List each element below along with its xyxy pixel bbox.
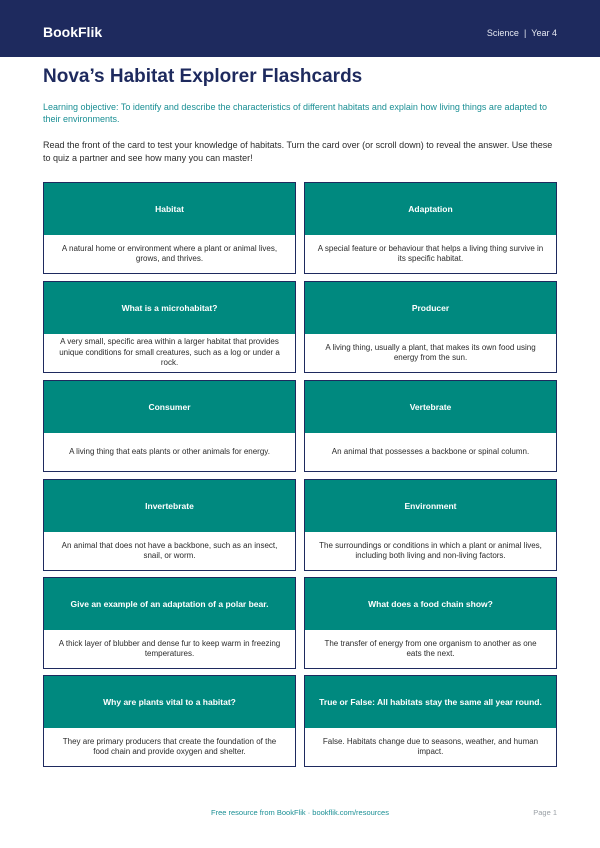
flashcard[interactable] bbox=[304, 479, 557, 571]
flashcard[interactable] bbox=[304, 182, 557, 274]
learning-objective: Learning objective: To identify and describe the characteristics of different habitats and explain how living things are adapted to their environments. bbox=[43, 102, 547, 124]
year-label: Year 4 bbox=[531, 28, 557, 38]
card-back bbox=[305, 532, 556, 570]
card-question: Why are plants vital to a habitat? bbox=[103, 696, 236, 707]
brand-logo[interactable]: BookFlik bbox=[43, 24, 103, 40]
card-back bbox=[44, 433, 295, 471]
card-back bbox=[44, 532, 295, 570]
subject-year bbox=[487, 27, 557, 39]
card-back bbox=[305, 630, 556, 668]
page-title: Nova’s Habitat Explorer Flashcards bbox=[43, 66, 363, 87]
card-back bbox=[305, 235, 556, 273]
flashcard[interactable] bbox=[304, 380, 557, 472]
card-front bbox=[44, 282, 295, 334]
card-back bbox=[44, 728, 295, 766]
card-front bbox=[44, 578, 295, 630]
card-question: True or False: All habitats stay the same all year round. bbox=[319, 696, 542, 707]
card-front bbox=[44, 183, 295, 235]
card-question: Environment bbox=[404, 500, 457, 511]
flashcard[interactable] bbox=[43, 577, 296, 669]
card-answer: An animal that possesses a backbone or spinal column. bbox=[331, 446, 530, 456]
flashcard[interactable] bbox=[304, 281, 557, 373]
meta-separator: | bbox=[523, 28, 527, 38]
card-answer: A thick layer of blubber and dense fur to keep warm in freezing temperatures. bbox=[58, 638, 281, 658]
card-back bbox=[305, 334, 556, 372]
card-answer: A special feature or behaviour that helps a living thing survive in its specific habitat. bbox=[317, 243, 544, 263]
card-back bbox=[44, 235, 295, 273]
flashcard[interactable] bbox=[43, 479, 296, 571]
card-answer: A very small, specific area within a larger habitat that provides unique conditions for small creatures, such as a log or under a rock. bbox=[59, 337, 280, 368]
card-answer: A living thing that eats plants or other animals for energy. bbox=[69, 446, 270, 456]
card-question: Producer bbox=[411, 302, 450, 313]
card-answer: False. Habitats change due to seasons, weather, and human impact. bbox=[322, 736, 539, 756]
card-question: What does a food chain show? bbox=[368, 598, 493, 609]
flashcard[interactable] bbox=[304, 577, 557, 669]
footer-link[interactable]: Free resource from BookFlik · bookflik.com/resources bbox=[211, 808, 389, 817]
card-front bbox=[44, 676, 295, 728]
card-back bbox=[305, 433, 556, 471]
card-question: Adaptation bbox=[408, 203, 453, 214]
flashcard[interactable] bbox=[43, 182, 296, 274]
flashcard[interactable] bbox=[304, 675, 557, 767]
card-question: Consumer bbox=[148, 401, 191, 412]
card-back bbox=[305, 728, 556, 766]
card-question: Give an example of an adaptation of a polar bear. bbox=[70, 598, 269, 609]
card-front bbox=[305, 676, 556, 728]
card-answer: The surroundings or conditions in which a plant or animal lives, including both living and non-living factors. bbox=[319, 540, 542, 560]
card-back bbox=[44, 334, 295, 372]
card-answer: The transfer of energy from one organism to another as one eats the next. bbox=[324, 638, 537, 658]
card-front bbox=[305, 381, 556, 433]
card-front bbox=[305, 183, 556, 235]
top-bar bbox=[0, 0, 600, 57]
card-front bbox=[305, 282, 556, 334]
card-answer: They are primary producers that create the foundation of the food chain and provide oxygen and shelter. bbox=[62, 736, 277, 756]
flashcard[interactable] bbox=[43, 380, 296, 472]
card-question: Invertebrate bbox=[145, 500, 194, 511]
card-front bbox=[305, 578, 556, 630]
card-answer: An animal that does not have a backbone, such as an insect, snail, or worm. bbox=[61, 540, 278, 560]
card-question: Habitat bbox=[155, 203, 184, 214]
card-front bbox=[44, 381, 295, 433]
card-front bbox=[305, 480, 556, 532]
flashcard[interactable] bbox=[43, 281, 296, 373]
page-number: Page 1 bbox=[533, 808, 557, 817]
card-front bbox=[44, 480, 295, 532]
card-answer: A living thing, usually a plant, that makes its own food using energy from the sun. bbox=[325, 342, 536, 362]
card-question: Vertebrate bbox=[409, 401, 452, 412]
flashcard[interactable] bbox=[43, 675, 296, 767]
instructions: Read the front of the card to test your knowledge of habitats. Turn the card over (or scroll down) to reveal the answer. Use these to quiz a partner and see how many you can master! bbox=[43, 140, 553, 163]
card-question: What is a microhabitat? bbox=[121, 302, 218, 313]
card-back bbox=[44, 630, 295, 668]
subject-label: Science bbox=[486, 28, 519, 38]
card-answer: A natural home or environment where a plant or animal lives, grows, and thrives. bbox=[61, 243, 278, 263]
